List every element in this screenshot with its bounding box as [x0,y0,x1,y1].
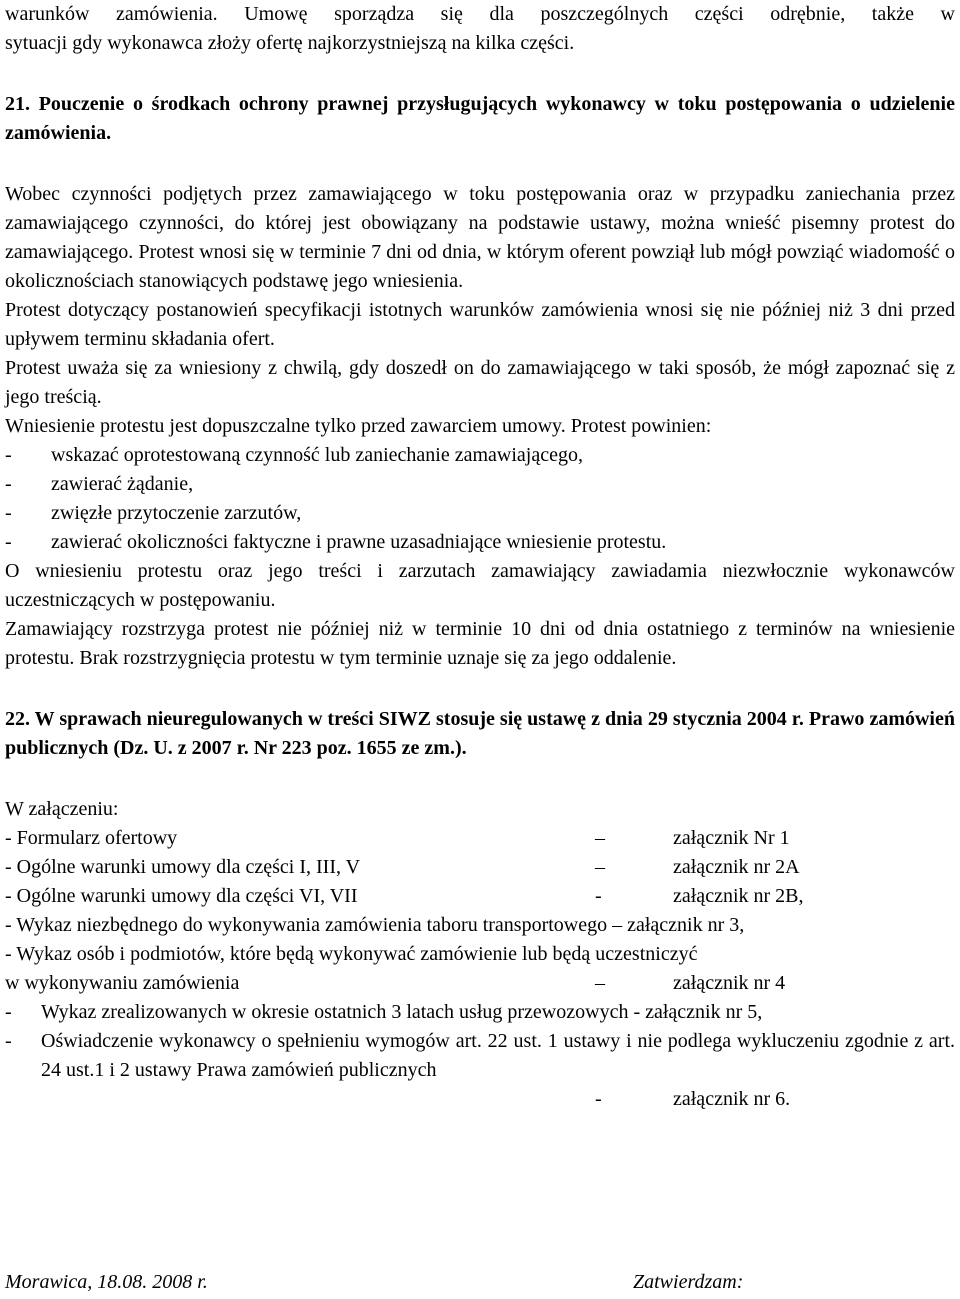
attachment-row-6: w wykonywaniu zamówienia – załącznik nr 4 [5,972,786,994]
section-21-paragraph-5: O wniesieniu protestu oraz jego treści i zarzutach zamawiający zawiadamia niezwłocznie wykonawców uczestniczących w postępowaniu. [5,560,955,611]
attachment-row-3: - Ogólne warunki umowy dla części VI, VII - załącznik nr 2B, [5,885,804,907]
list-item: - zwięzłe przytoczenie zarzutów, [5,502,302,524]
section-21-paragraph-3: Protest uważa się za wniesiony z chwilą, gdy doszedł on do zamawiającego w taki sposób, że mógł zapoznać się z jego treścią. [5,357,955,408]
intro-line-1: warunków zamówienia. Umowę sporządza się dla poszczególnych części odrębnie, także w [5,3,955,25]
approval-label: Zatwierdzam: [633,1271,744,1293]
place-date: Morawica, 18.08. 2008 r. [5,1271,208,1293]
section-21-paragraph-6: Zamawiający rozstrzyga protest nie później niż w terminie 10 dni od dnia ostatniego z terminów na wniesienie protestu. Brak rozstrzygnięcia protestu w tym terminie uznaje się za jego oddalenie. [5,618,955,669]
attachment-row-4: - Wykaz niezbędnego do wykonywania zamówienia taboru transportowego – załącznik nr 3, [5,914,745,936]
attachment-row-1: - Formularz ofertowy – załącznik Nr 1 [5,827,790,849]
section-22-heading: 22. W sprawach nieuregulowanych w treści SIWZ stosuje się ustawę z dnia 29 stycznia 2004 r. Prawo zamówień publicznych (Dz. U. z 2007 r. Nr 223 poz. 1655 ze zm.). [5,708,955,759]
attachments-title: W załączeniu: [5,798,119,820]
section-21-paragraph-1: Wobec czynności podjętych przez zamawiającego w toku postępowania oraz w przypadku zaniechania przez zamawiającego czynności, do której jest obowiązany na podstawie ustawy, można wnieść pisemny protest do zamawiającego. Protest wnosi się w terminie 7 dni od dnia, w którym oferent powziął lub mógł powziąć wiadomość o okolicznościach stanowiących podstawę jego wniesienia. [5,183,955,292]
list-item: - wskazać oprotestowaną czynność lub zaniechanie zamawiającego, [5,444,583,466]
list-item: - zawierać żądanie, [5,473,194,495]
list-item: - Oświadczenie wykonawcy o spełnieniu wymogów art. 22 ust. 1 ustawy i nie podlega wykluczeniu zgodnie z art. 24 ust.1 i 2 ustawy Prawa zamówień publicznych [5,1030,955,1081]
attachment-row-2: - Ogólne warunki umowy dla części I, III, V – załącznik nr 2A [5,856,800,878]
protest-requirements-list [5,441,955,557]
attachment-row-9: - załącznik nr 6. [595,1088,791,1110]
intro-line-2: sytuacji gdy wykonawca złoży ofertę najkorzystniejszą na kilka części. [5,32,575,54]
section-21-paragraph-4: Wniesienie protestu jest dopuszczalne tylko przed zawarciem umowy. Protest powinien: [5,415,712,437]
section-21-heading: 21. Pouczenie o środkach ochrony prawnej przysługujących wykonawcy w toku postępowania o udzielenie zamówienia. [5,93,955,144]
attachment-extra-list [5,998,955,1085]
attachment-row-5: - Wykaz osób i podmiotów, które będą wykonywać zamówienie lub będą uczestniczyć [5,943,698,965]
section-21-paragraph-2: Protest dotyczący postanowień specyfikacji istotnych warunków zamówienia wnosi się nie później niż 3 dni przed upływem terminu składania ofert. [5,299,955,350]
list-item: - Wykaz zrealizowanych w okresie ostatnich 3 latach usług przewozowych - załącznik nr 5, [5,1001,763,1023]
document-page [5,0,955,1114]
list-item: - zawierać okoliczności faktyczne i prawne uzasadniające wniesienie protestu. [5,531,667,553]
